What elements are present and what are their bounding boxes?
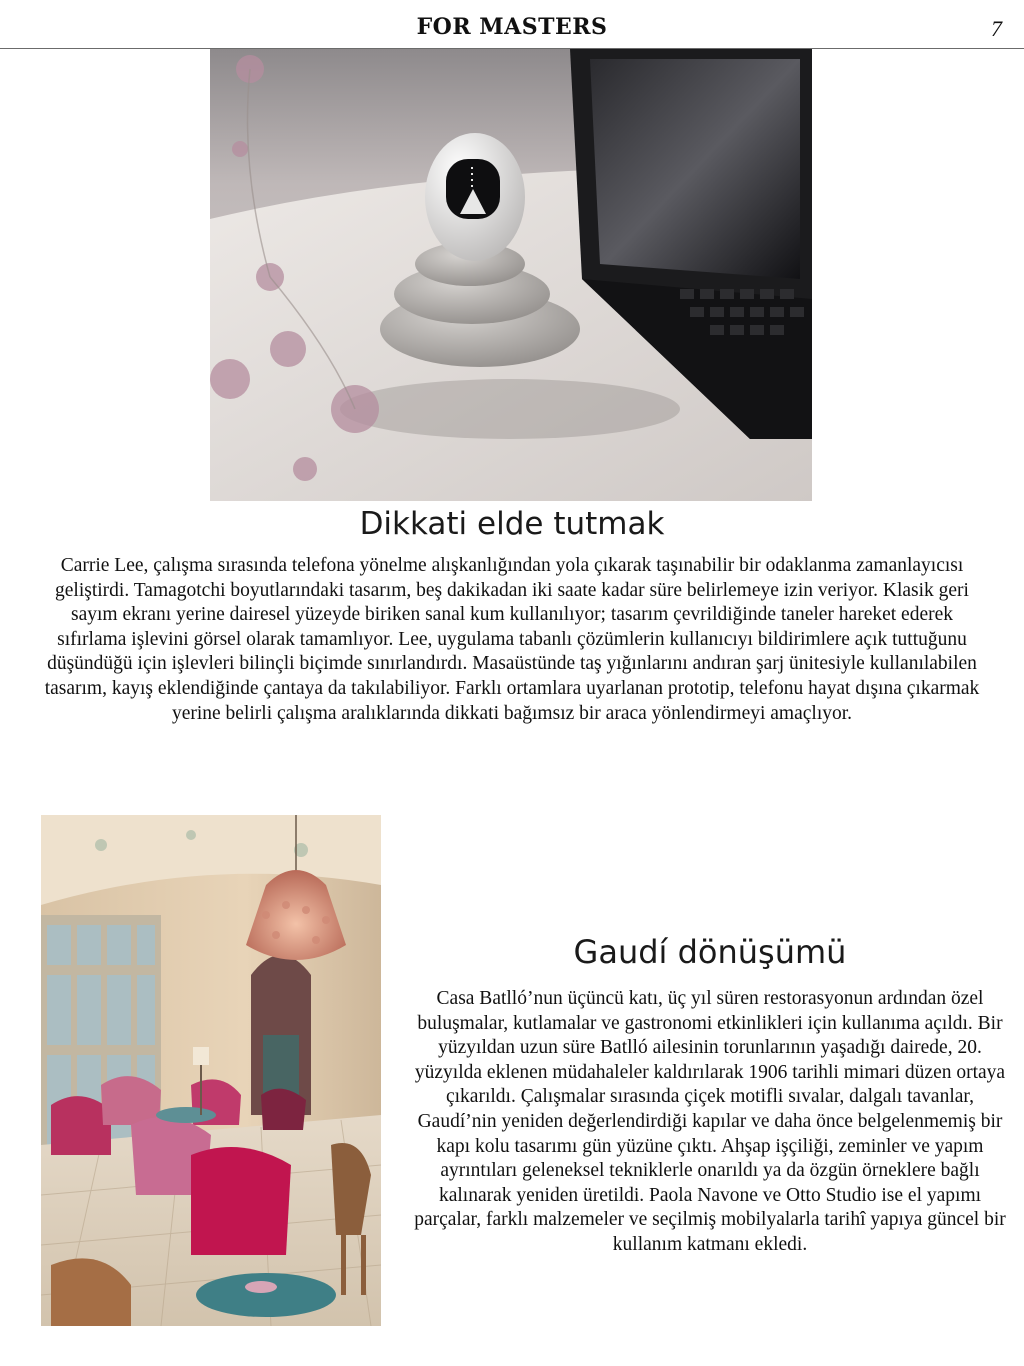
article-2-body: Casa Batlló’nun üçüncü katı, üç yıl süren restorasyonun ardından özel buluşmalar, kutlamalar ve gastronomi etkinlikleri için kullanıma açıldı. Bir yüzyıldan uzun süre Batlló ailesinin torunlarının yaşadığı dairede, 20. yüzyılda eklenen müdahaleler kaldırılarak 1906 tarihli mimari düzen ortaya çıkarıldı. Çalışmalar sırasında çiçek motifli sıvalar, dalgalı tavanlar, Gaudí’nin yeniden değerlendirdiği kapılar ve daha önce belgelenmemiş bir kapı kolu tasarımı gün yüzüne çıktı. Ahşap işçiliği, zeminler ve yapım ayrıntıları geleneksel tekniklerle onarıldı ya da özgün örneklere bağlı kalınarak yeniden üretildi. Paola Navone ve Otto Studio ise el yapımı parçalar, farklı malzemeler ve seçilmiş mobilyalarla tarihî yapıya güncel bir kullanım katmanı ekledi.	[414, 988, 1006, 1255]
magazine-masthead: FOR MASTERS	[416, 14, 608, 40]
focus-timer-photo	[210, 49, 812, 501]
article-1-body: Carrie Lee, çalışma sırasında telefona yönelme alışkanlığından yola çıkarak taşınabilir bir odaklanma zamanlayıcısı geliştirdi. Tamagotchi boyutlarındaki tasarım, beş dakikadan iki saate kadar süre belirlemeye izin veriyor. Klasik geri sayım ekranı yerine dairesel yüzeyde biriken sanal kum kullanılıyor; tasarım çevrildiğinde taneler hareket ederek sıfırlama işlevini görsel olarak tamamlıyor. Lee, uygulama tabanlı çözümlerin kullanıcıyı bildirimlere açık tuttuğunu düşündüğü için işlevleri bilinçli biçimde sınırlandırdı. Masaüstünde taş yığınlarını andıran şarj ünitesiyle kullanılabilen tasarım, kayış eklendiğinde çantaya da takılabiliyor. Farklı ortamlara uyarlanan prototip, telefonu hayat dışına çıkarmak yerine belirli çalışma aralıklarında dikkati bağımsız bir araca yönlendirmeyi amaçlıyor.	[44, 555, 980, 724]
article-2-title: Gaudí dönüşümü	[573, 933, 847, 971]
article-1-title: Dikkati elde tutmak	[359, 506, 665, 542]
page-header	[0, 0, 1024, 49]
page-number: 7	[991, 16, 1002, 41]
casa-batllo-interior-photo	[41, 815, 381, 1326]
